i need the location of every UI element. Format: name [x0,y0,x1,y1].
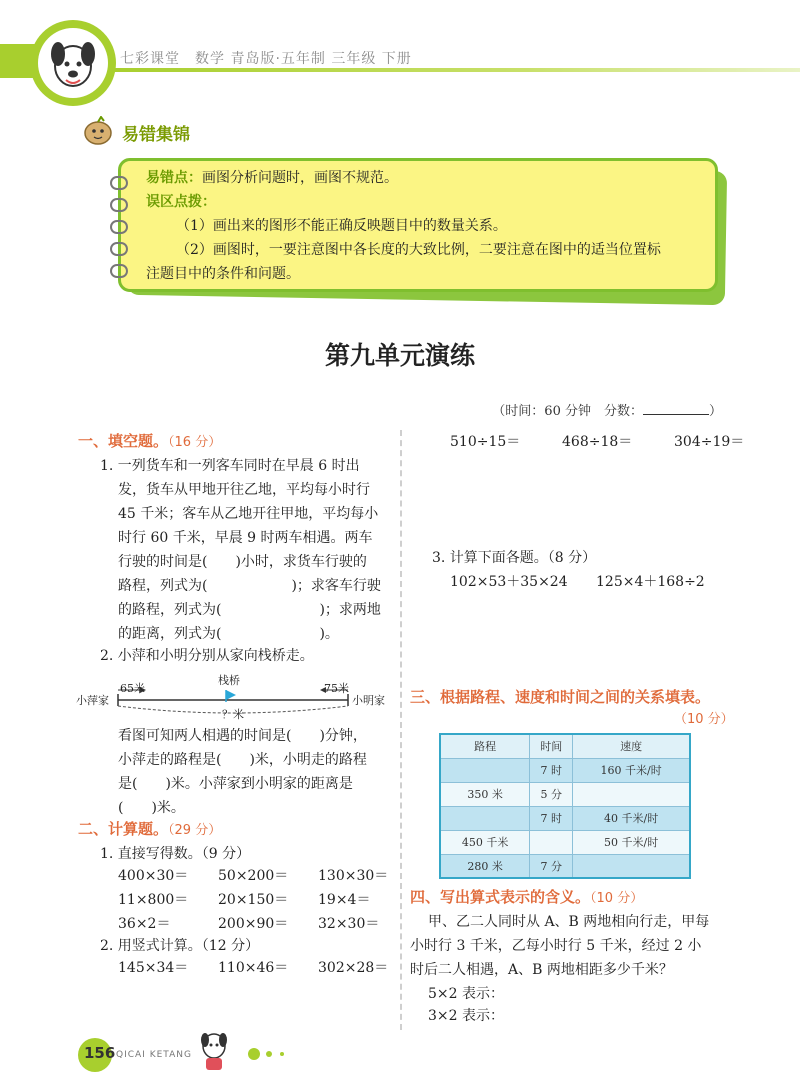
calc-part2-row: 145×34＝ 110×46＝ 302×28＝ [118,960,389,976]
ring-icon [110,242,128,256]
page-title: 第九单元演练 [324,341,475,370]
tips-label: 误区点拨： [146,194,216,210]
score-blank[interactable] [643,403,709,415]
section1-heading: 一、填空题。（16 分） [78,432,222,450]
section4-heading: 四、写出算式表示的含义。（10 分） [410,888,644,906]
calc-part2-row2: 510÷15＝ 468÷18＝ 304÷19＝ [450,434,745,450]
calc-part3-row: 102×53＋35×24 125×4＋168÷2 [450,574,705,590]
header-line [110,68,800,72]
dot-icon [266,1051,272,1057]
footer-brand: QICAI KETANG [116,1050,192,1060]
dot-icon [280,1052,284,1056]
table-row: 7 时 160 千米/时 [440,758,690,782]
ring-icon [110,198,128,212]
mistakes-title: 易错集锦 [122,125,190,145]
calc-part1-grid [118,864,398,936]
header-series: 七彩课堂 数学 青岛版·五年制 三年级 下册 [120,51,412,67]
q1-block: 1. 一列货车和一列客车同时在早晨 6 时出 发，货车从甲地开往乙地，平均每小时行 45 千米；客车从乙地开往甲地，平均每小 时行 60 千米，早晨 9 时两车相遇。两车 行驶的时间是( )小时，求货车行驶的 路程，列式为( )；求客车行驶 的路程，列式为( )；求两地 的距离，列式为( )。 [100,458,381,642]
footer-mascot-icon [196,1030,232,1074]
calc-part3-label: 3. 计算下面各题。（8 分） [432,550,597,566]
diagram-bottom-label: ？米 [222,708,244,721]
diagram-right-dist: 75米 [324,682,349,695]
relation-table [439,733,691,879]
calc-row: 400×30＝ 50×200＝ 130×30＝ [118,868,389,884]
diagram-bridge-label: 栈桥 [218,674,240,687]
expr-2: 3×2 表示： [428,1008,504,1024]
potato-mascot-icon [80,116,116,146]
calc-row: 11×800＝ 20×150＝ 19×4＝ [118,892,371,908]
header-mascot [38,28,108,98]
section2-heading: 二、计算题。（29 分） [78,820,222,838]
diagram-right-label: 小明家 [352,694,385,707]
diagram-left-dist: 65米 [120,682,145,695]
section3-score: （10 分） [674,712,734,727]
q2-intro: 2. 小萍和小明分别从家向栈桥走。 [100,648,314,664]
dog-mascot-icon [38,28,108,98]
tip-1: （1）画出来的图形不能正确反映题目中的数量关系。 [176,218,507,234]
table-row: 350 米 5 分 [440,782,690,806]
expr-1: 5×2 表示： [428,986,504,1002]
table-row: 7 时 40 千米/时 [440,806,690,830]
diagram-left-label: 小萍家 [76,694,109,707]
ring-icon [110,264,128,278]
q2-block: 看图可知两人相遇的时间是( )分钟， 小萍走的路程是( )米，小明走的路程 是( )米。小萍家到小明家的距离是 ( )米。 [118,728,367,816]
tip-2-line2: 注题目中的条件和问题。 [146,266,300,282]
mistake-point: 易错点：画图分析问题时，画图不规范。 [146,170,398,186]
page-number: 156 [84,1044,116,1062]
calc-row: 36×2＝ 200×90＝ 32×30＝ [118,916,380,932]
table-row: 450 千米 50 千米/时 [440,830,690,854]
table-header-row: 路程 时间 速度 [440,734,690,758]
dot-icon [248,1048,260,1060]
section4-problem: 甲、乙二人同时从 A、B 两地相向行走，甲每 小时行 3 千米，乙每小时行 5 千米，经过 2 小 时后二人相遇，A、B 两地相距多少千米？ [410,914,710,978]
table-row: 280 米 7 分 [440,854,690,878]
calc-part2-label: 2. 用竖式计算。（12 分） [100,938,260,954]
calc-part1-label: 1. 直接写得数。（9 分） [100,846,251,862]
section3-heading: 三、根据路程、速度和时间之间的关系填表。 [410,688,711,706]
tip-2-line1: （2）画图时，一要注意图中各长度的大致比例，二要注意在图中的适当位置标 [176,242,661,258]
ring-icon [110,176,128,190]
time-info: （时间：60 分钟 分数： ） [492,404,722,419]
ring-icon [110,220,128,234]
